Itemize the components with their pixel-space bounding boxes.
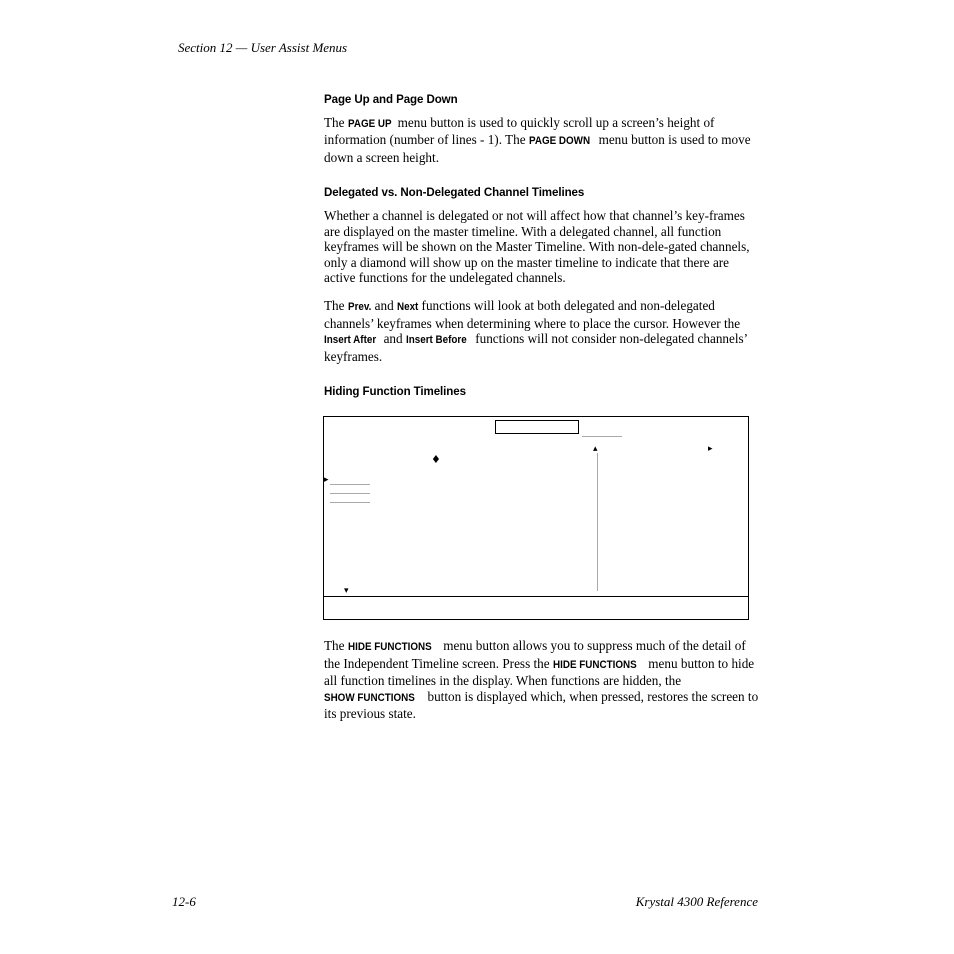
figure-rule — [582, 436, 622, 437]
keyword-page-down: PAGE DOWN — [528, 135, 590, 148]
paragraph-page-up-down: The PAGE UP menu button is used to quickly scroll up a screen’s height of information (number of lines - 1). The PAGE DOWN menu button is used to move down a screen height. — [324, 114, 751, 165]
arrow-up-icon: ▴ — [593, 444, 598, 454]
figure-menu-divider — [324, 596, 748, 597]
row-line — [330, 502, 370, 503]
arrow-down-icon: ▾ — [344, 586, 349, 596]
paragraph-delegated-1: Whether a channel is delegated or not will affect how that channel’s key-frames are displayed on the master timeline. With a delegated channel, all function keyframes will be shown on the Master Timeline. With non-dele-gated channels, only a diamond will show up on the master timeline to indicate that there are active functions for the undelegated channels. — [324, 207, 750, 286]
row-line — [330, 493, 370, 494]
timeline-screen-figure — [323, 416, 749, 620]
arrow-right-icon: ▸ — [708, 444, 713, 454]
paragraph-hiding-functions: The HIDE FUNCTIONS menu button allows you to suppress much of the detail of the Independent Timeline screen. Press the HIDE FUNCTIONS menu button to hide all function timelines in the display. When functions are hidden, the SHOW FUNCTIONS button is displayed which, when pressed, restores the screen to its previous state. — [324, 638, 759, 722]
keyword-insert-after: Insert After — [324, 334, 377, 347]
keyword-page-up: PAGE UP — [347, 117, 392, 130]
heading-hiding-functions: Hiding Function Timelines — [324, 384, 466, 399]
paragraph-delegated-2: The Prev. and Next functions will look at both delegated and non-delegated channels’ keyframes when determining where to place the cursor. However the Insert After and Insert Before functions will not consider non-delegated channels’ keyframes. — [324, 297, 748, 364]
heading-delegated: Delegated vs. Non-Delegated Channel Timelines — [324, 185, 585, 200]
row-line — [330, 484, 370, 485]
page-body — [324, 92, 760, 400]
keyword-next: Next — [397, 300, 419, 313]
keyword-insert-before: Insert Before — [405, 334, 467, 347]
diamond-icon: ♦ — [431, 453, 441, 466]
running-head: Section 12 — User Assist Menus — [178, 40, 348, 55]
keyword-hide-functions: HIDE FUNCTIONS — [552, 658, 637, 671]
keyword-show-functions: SHOW FUNCTIONS — [324, 691, 415, 704]
figure-title-box — [495, 420, 579, 434]
book-title: Krystal 4300 Reference — [635, 894, 758, 909]
timeline-cursor-line — [597, 453, 598, 591]
keyword-hide-functions: HIDE FUNCTIONS — [347, 641, 432, 653]
keyword-prev: Prev. — [347, 300, 372, 313]
page-body-lower — [324, 638, 760, 722]
heading-page-up-down: Page Up and Page Down — [324, 92, 458, 106]
page-number: 12-6 — [172, 894, 196, 909]
row-pointer-icon: ▸ — [324, 475, 329, 485]
